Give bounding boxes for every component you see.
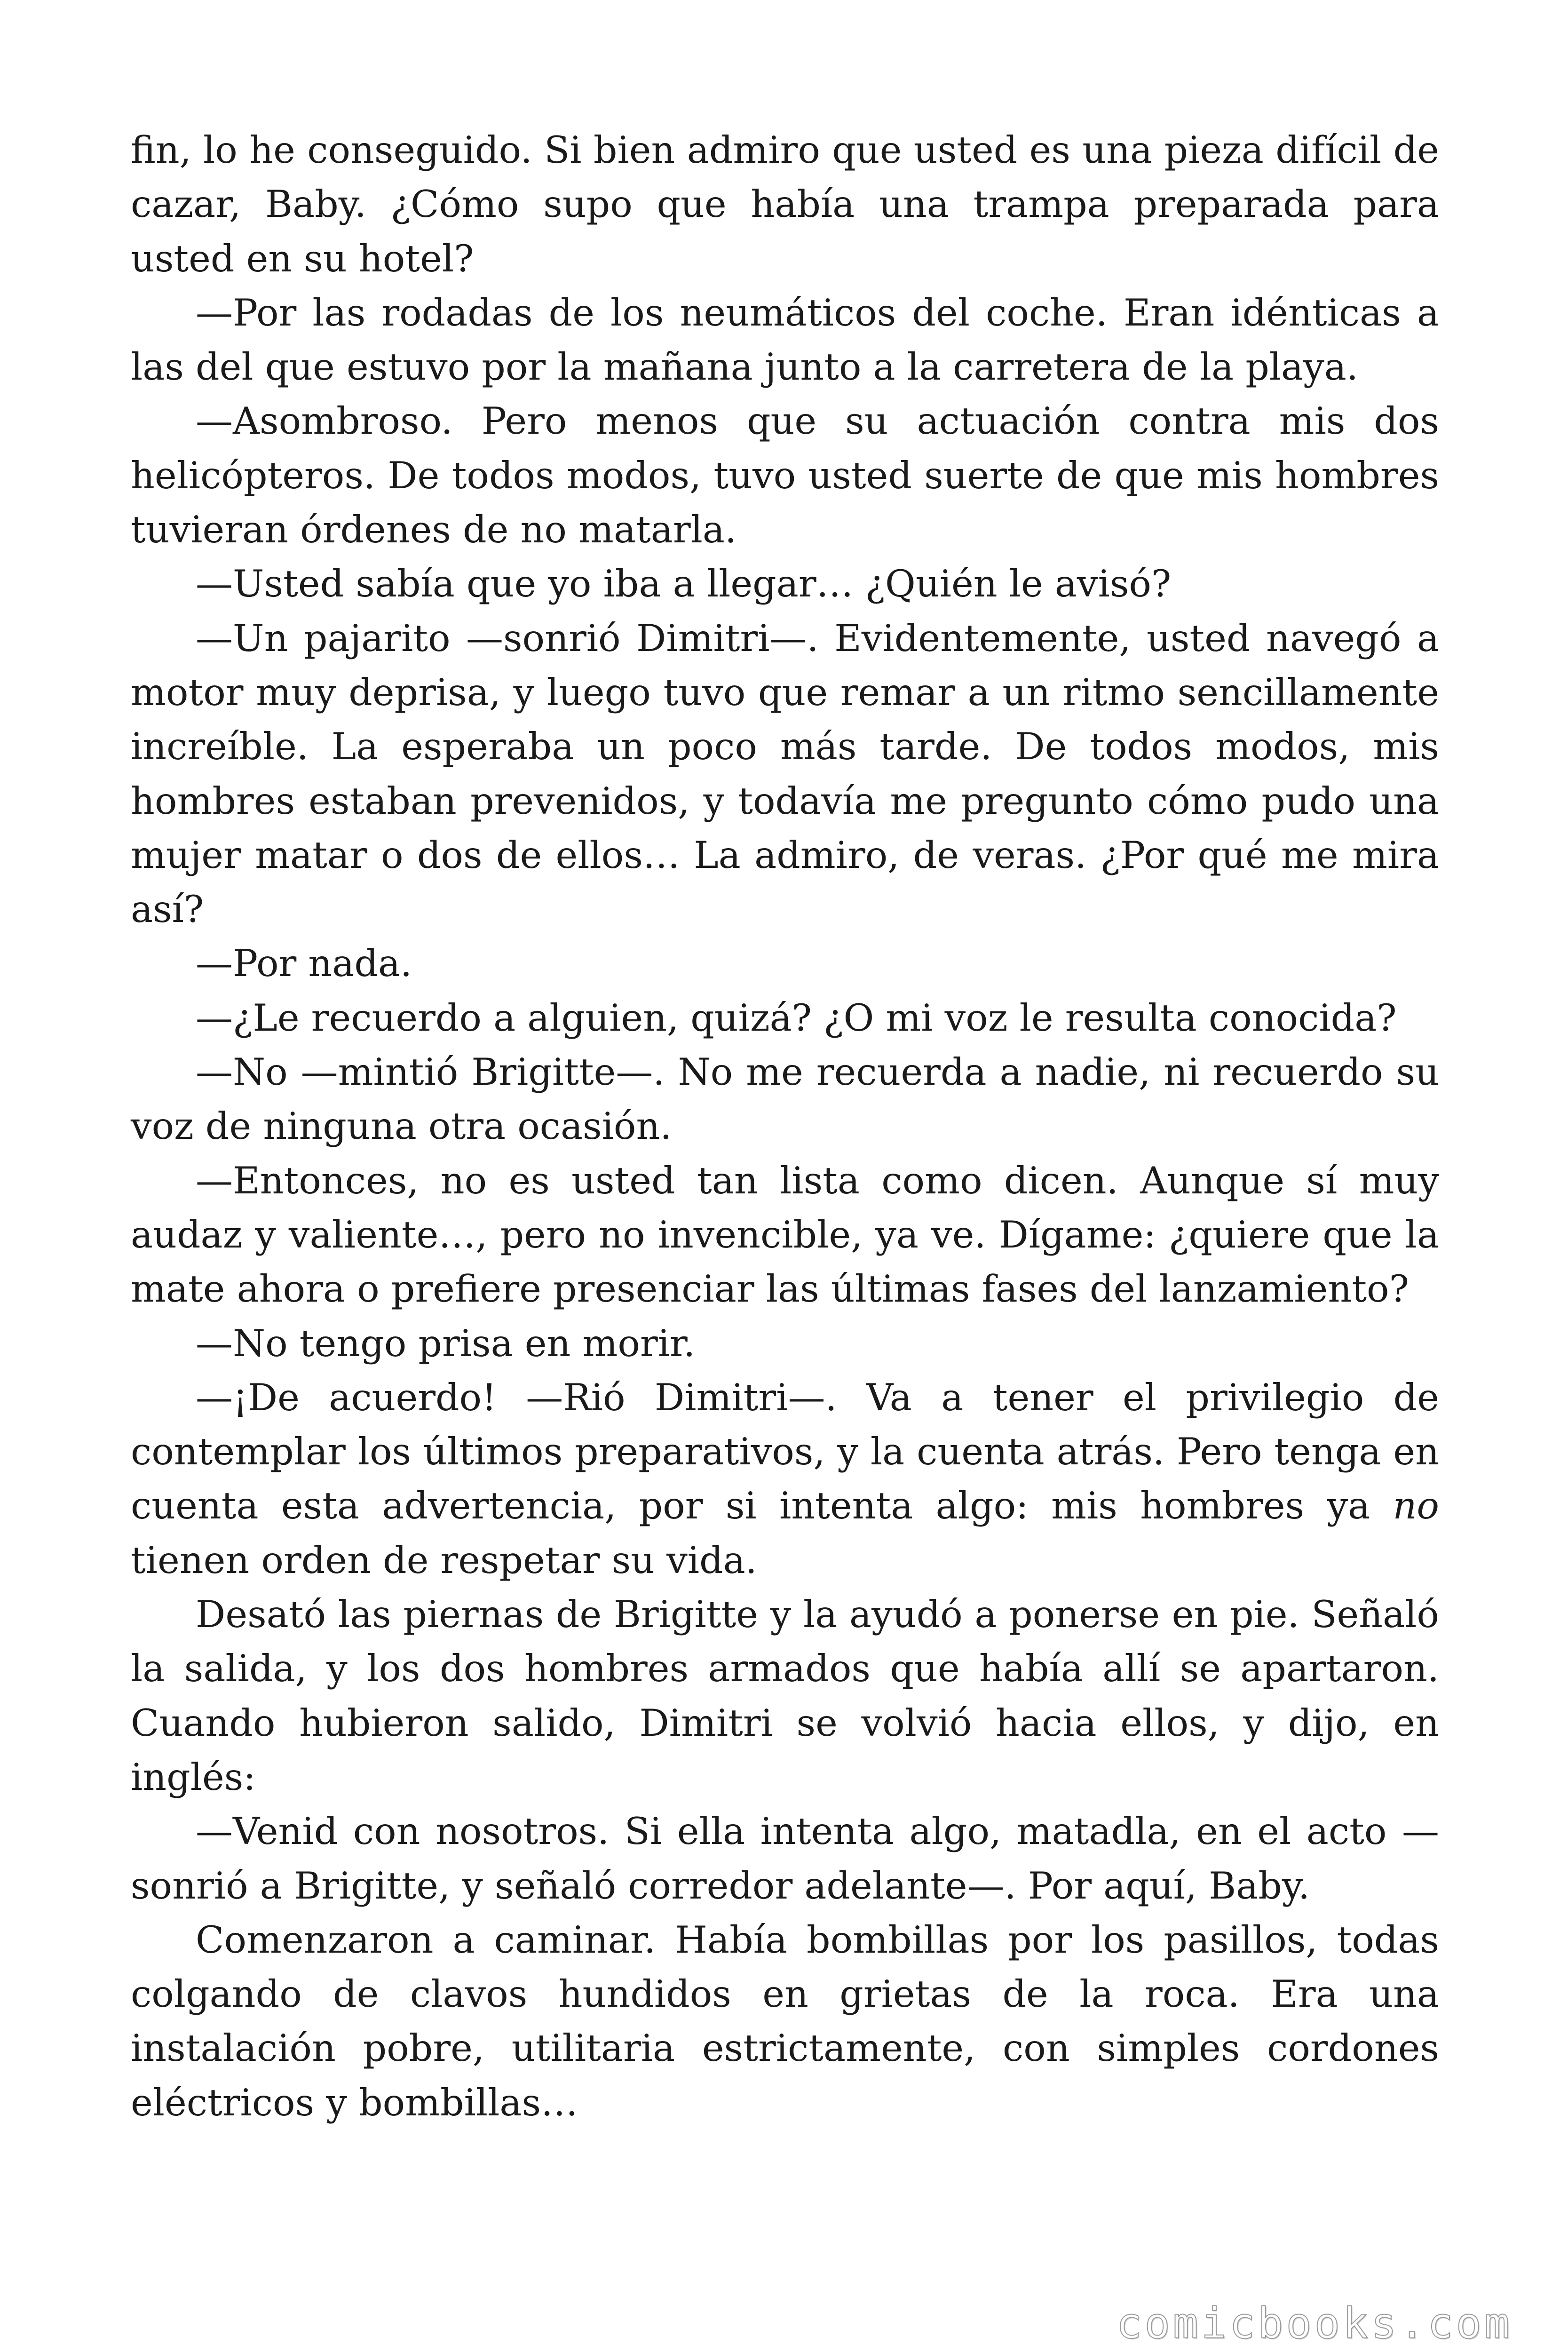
paragraph: —Por las rodadas de los neumáticos del coche. Eran idénticas a las del que estuvo por la mañana junto a la carretera de la playa.	[131, 291, 1439, 389]
emphasized-word: no	[1393, 1484, 1439, 1528]
paragraph-text: —¡De acuerdo! —Rió Dimitri—. Va a tener el privilegio de contemplar los últimos preparativos, y la cuenta atrás. Pero tenga en cuenta esta advertencia, por si intenta algo: mis hombres ya	[131, 1375, 1439, 1528]
paragraph: —Asombroso. Pero menos que su actuación contra mis dos helicópteros. De todos modos, tuvo usted suerte de que mis hombres tuvieran órdenes de no matarla.	[131, 399, 1439, 552]
paragraph: —Por nada.	[196, 942, 412, 985]
paragraph	[131, 1371, 1439, 1588]
paragraph: fin, lo he conseguido. Si bien admiro que usted es una pieza difícil de cazar, Baby. ¿Cómo supo que había una trampa preparada para usted en su hotel?	[131, 128, 1439, 280]
paragraph: —¿Le recuerdo a alguien, quizá? ¿O mi voz le resulta conocida?	[196, 996, 1397, 1040]
paragraph-text: tienen orden de respetar su vida.	[131, 1538, 757, 1582]
paragraph: —Entonces, no es usted tan lista como dicen. Aunque sí muy audaz y valiente…, pero no invencible, ya ve. Dígame: ¿quiere que la mate ahora o prefiere presenciar las últimas fases del lanzamiento?	[131, 1159, 1439, 1311]
paragraph: —No —mintió Brigitte—. No me recuerda a nadie, ni recuerdo su voz de ninguna otra ocasión.	[131, 1050, 1439, 1148]
paragraph: Desató las piernas de Brigitte y la ayudó a ponerse en pie. Señaló la salida, y los dos hombres armados que había allí se apartaron. Cuando hubieron salido, Dimitri se volvió hacia ellos, y dijo, en inglés:	[131, 1593, 1439, 1799]
body-text	[131, 123, 1439, 2130]
paragraph: Comenzaron a caminar. Había bombillas por los pasillos, todas colgando de clavos hundidos en grietas de la roca. Era una instalación pobre, utilitaria estrictamente, con simples cordones eléctricos y bombillas…	[131, 1918, 1439, 2124]
paragraph: —Usted sabía que yo iba a llegar… ¿Quién le avisó?	[196, 562, 1172, 606]
paragraph: —Un pajarito —sonrió Dimitri—. Evidentemente, usted navegó a motor muy deprisa, y luego tuvo que remar a un ritmo sencillamente increíble. La esperaba un poco más tarde. De todos modos, mis hombres estaban prevenidos, y todavía me pregunto cómo pudo una mujer matar o dos de ellos… La admiro, de veras. ¿Por qué me mira así?	[131, 616, 1439, 931]
watermark: comicbooks.com	[1116, 2299, 1513, 2348]
paragraph: —Venid con nosotros. Si ella intenta algo, matadla, en el acto —sonrió a Brigitte, y señaló corredor adelante—. Por aquí, Baby.	[131, 1810, 1439, 1907]
paragraph: —No tengo prisa en morir.	[196, 1321, 696, 1365]
